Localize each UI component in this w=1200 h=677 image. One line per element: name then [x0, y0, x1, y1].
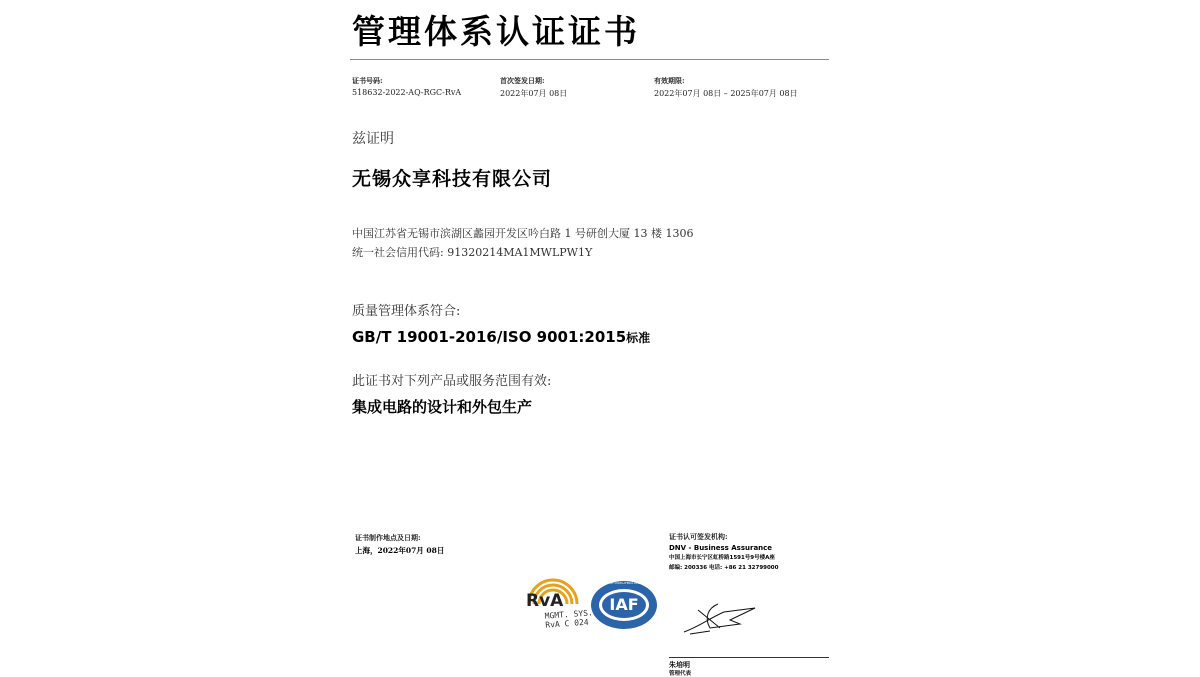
issuer-contact: 邮编: 200336 电话: +86 21 32799000	[669, 565, 779, 571]
rva-logo-line2: RvA C 024	[545, 617, 589, 630]
validity-value: 2022年07月 08日 – 2025年07月 08日	[654, 89, 798, 98]
issuer-label: 证书认可签发机构:	[669, 532, 728, 541]
intro-text: 兹证明	[352, 131, 394, 147]
certificate-number-label: 证书号码:	[352, 76, 383, 85]
scope-label: 此证书对下列产品或服务范围有效:	[352, 374, 552, 389]
svg-text:RvA: RvA	[526, 591, 564, 611]
first-issue-date-label: 首次签发日期:	[500, 76, 545, 85]
standard-suffix: 标准	[626, 331, 651, 345]
iaf-logo	[590, 580, 674, 630]
validity-label: 有效期限:	[654, 76, 685, 85]
standard-text	[352, 328, 650, 346]
issuer-address: 中国上海市长宁区虹桥路1591号9号楼A座	[669, 555, 775, 561]
rva-accreditation-logo	[523, 574, 594, 636]
signature-image	[680, 598, 760, 638]
signer-title: 管理代表	[669, 671, 692, 677]
company-name: 无锡众享科技有限公司	[352, 168, 553, 190]
signer-name: 朱培明	[669, 660, 690, 669]
issuer-name: DNV - Business Assurance	[669, 544, 773, 552]
handwritten-signature-icon	[680, 598, 760, 638]
first-issue-date-value: 2022年07月 08日	[500, 89, 568, 98]
company-address: 中国江苏省无锡市滨湖区蠡园开发区吟白路 1 号研创大厦 13 楼 1306	[352, 227, 694, 240]
issue-place-label: 证书制作地点及日期:	[355, 533, 421, 542]
standard-label: 质量管理体系符合:	[352, 304, 461, 319]
scope-text: 集成电路的设计和外包生产	[352, 398, 533, 416]
issue-place-value: 上海，2022年07月 08日	[355, 546, 445, 555]
rva-logo-line1: MGMT. SYS.	[544, 608, 594, 621]
signature-line	[669, 657, 829, 658]
iaf-ring-text: MEMBER OF MULTILATERAL RECOGNITION ARRANGEMENT	[598, 582, 674, 585]
standard-code: GB/T 19001-2016/ISO 9001:2015	[352, 328, 627, 346]
title-divider	[350, 59, 829, 60]
certificate-number-value: 518632-2022-AQ-RGC-RvA	[352, 88, 462, 97]
certificate-title: 管理体系认证证书	[352, 12, 640, 51]
iaf-logo-text: IAF	[609, 595, 639, 614]
credit-code: 统一社会信用代码: 91320214MA1MWLPW1Y	[352, 246, 593, 259]
